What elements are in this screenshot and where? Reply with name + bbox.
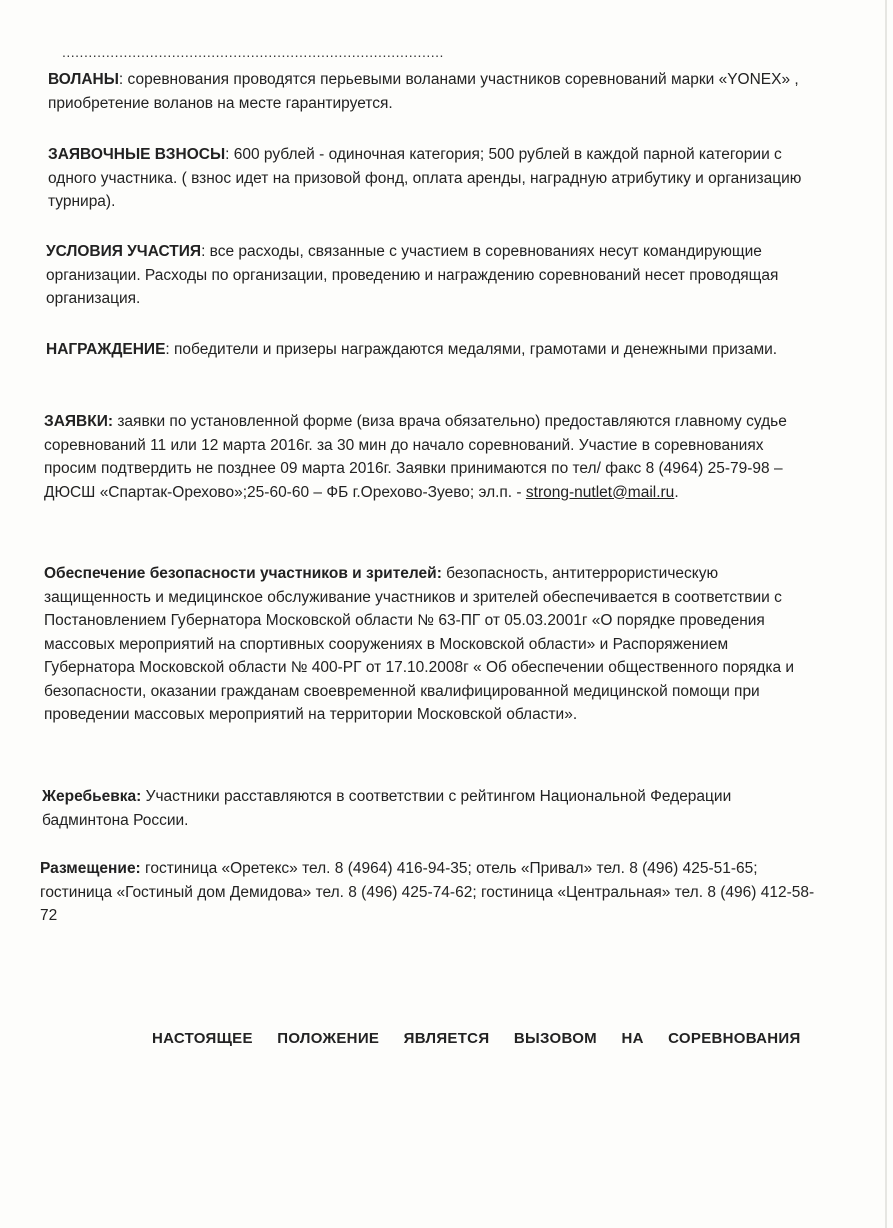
section-label: Обеспечение безопасности участников и зрителей: <box>44 565 442 582</box>
section-zherebevka <box>42 785 812 832</box>
section-zayavki <box>44 410 814 504</box>
section-text: : 600 рублей - одиночная категория; 500 рублей в каждой парной категории с одного участника. ( взнос идет на призовой фонд, оплата аренды, наградную атрибутику и организацию турнира). <box>48 146 802 210</box>
email-link[interactable]: strong-nutlet@mail.ru <box>525 483 675 501</box>
closing-statement: НАСТОЯЩЕЕ ПОЛОЖЕНИЕ ЯВЛЯЕТСЯ ВЫЗОВОМ НА СОРЕВНОВАНИЯ <box>152 1030 801 1047</box>
section-vznosy <box>48 143 808 214</box>
section-label: ЗАЯВКИ: <box>44 413 114 430</box>
section-volany <box>48 68 808 115</box>
section-label: Размещение: <box>40 860 141 877</box>
section-bezopasnost <box>44 562 814 727</box>
section-label: Жеребьевка: <box>42 788 142 805</box>
section-label: ВОЛАНЫ <box>48 71 119 88</box>
section-text: : победители и призеры награждаются медалями, грамотами и денежными призами. <box>165 341 778 358</box>
ellipsis-line: ....................................................................................... <box>62 44 444 60</box>
section-nagrazhdenie <box>46 338 806 362</box>
section-text: заявки по установленной форме (виза врача обязательно) предоставляются главному судье соревнований 11 или 12 марта 2016г. за 30 мин до начало соревнований. Участие в соревнованиях просим подтвердить не позднее 09 марта 2016г. Заявки принимаются по тел/ факс 8 (4964) 25-79-98 – ДЮСШ «Спартак-Орехово»;25-60-60 – ФБ г.Орехово-Зуево; эл.п. - <box>44 413 787 501</box>
section-text: : соревнования проводятся перьевыми воланами участников соревнований марки «YONEX» , приобретение воланов на месте гарантируется. <box>48 71 799 112</box>
section-label: ЗАЯВОЧНЫЕ ВЗНОСЫ <box>48 146 226 163</box>
section-text: безопасность, антитеррористическую защищенность и медицинское обслуживание участников и зрителей обеспечивается в соответствии с Постановлением Губернатора Московской области № 63-ПГ от 05.03.2001г «О порядке проведения массовых мероприятий на спортивных сооружениях в Московской области» и Распоряжением Губернатора Московской области № 400-РГ от 17.10.2008г « Об обеспечении общественного порядка и безопасности, оказании гражданам своевременной квалифицированной медицинской помощи при проведении массовых мероприятий на территории Московской области». <box>44 565 795 723</box>
section-text-end: . <box>674 483 679 501</box>
section-label: НАГРАЖДЕНИЕ <box>46 341 166 358</box>
section-text: : все расходы, связанные с участием в соревнованиях несут командирующие организации. Расходы по организации, проведению и награждению соревнований несет проводящая организация. <box>46 243 779 307</box>
section-text: гостиница «Оретекс» тел. 8 (4964) 416-94-35; отель «Привал» тел. 8 (496) 425-51-65; гостиница «Гостиный дом Демидова» тел. 8 (496) 425-74-62; гостиница «Центральная» тел. 8 (496) 412-58-72 <box>40 860 815 924</box>
section-text: Участники расставляются в соответствии с рейтингом Национальной Федерации бадминтона России. <box>42 788 732 829</box>
section-label: УСЛОВИЯ УЧАСТИЯ <box>46 243 202 260</box>
section-razmeshchenie <box>40 857 820 928</box>
page-edge-shadow <box>885 0 887 1228</box>
section-usloviya <box>46 240 806 311</box>
